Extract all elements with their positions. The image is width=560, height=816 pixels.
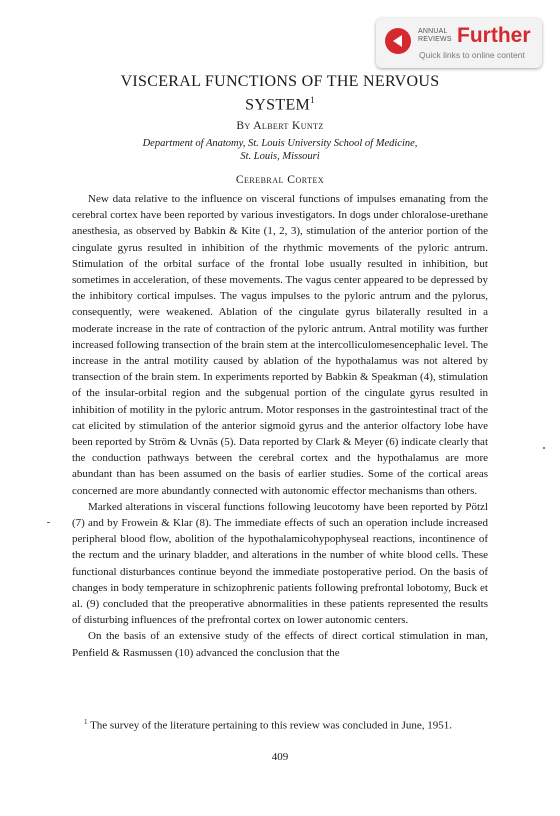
- affiliation: [60, 137, 500, 163]
- affiliation-line-1: Department of Anatomy, St. Louis University School of Medicine,: [142, 138, 418, 149]
- affiliation-line-2: St. Louis, Missouri: [240, 151, 320, 162]
- annual-reviews-label: ANNUAL REVIEWS: [418, 28, 452, 43]
- scan-speck: [47, 522, 50, 523]
- title-line-2: [60, 91, 500, 114]
- paragraph-3: On the basis of an extensive study of the effects of direct cortical stimulation in man, Penfield & Rasmussen (10) advanced the conclusion that the: [72, 630, 488, 659]
- scan-speck: [543, 447, 545, 449]
- title-footnote-mark[interactable]: 1: [310, 95, 315, 105]
- title-line-2-text: SYSTEM: [245, 96, 311, 114]
- article-title: [60, 72, 500, 114]
- paragraph-2: Marked alterations in visceral functions following leucotomy have been reported by Pötzl (7) and by Frowein & Klar (8). The immediate effects of such an operation include increased peripheral blood flow, abolition of the hypothalamicohypophyseal reactions, incontinence of the rectum and the urinary bladder, and alterations in the number of white blood cells. These functional disturbances continue beyond the immediate postoperative period. On the basis of changes in body temperature in schizophrenic patients following prefrontal lobotomy, Buck et al. (9) concluded that the preoperative abnormalities in these patients represented the results of disturbing influences of the prefrontal cortex on lower autonomic centers.: [72, 500, 488, 627]
- further-label: Further: [457, 24, 531, 47]
- page-number: 409: [271, 751, 289, 763]
- annual-reviews-logo-icon: [385, 28, 411, 54]
- paragraph-1: New data relative to the influence on visceral functions of impulses emanating from the cerebral cortex have been reported by various investigators. In dogs under chloralose-urethane anesthesia, as observed by Babkin & Kite (1, 2, 3), stimulation of the anterior portion of the cingulate gyrus resulted in inhibition of the rhythmic movements of the pyloric antrum. Stimulation of the orbital surface of the frontal lobe usually resulted in inhibition, but sometimes in acceleration, of these movements. The vagus center appeared to be depressed by the inhibitory cortical impulses. The vagus impulses to the pyloric antrum and the pylorus, consequently, were weakened. Ablation of the cingulate gyrus bilaterally resulted in a moderate increase in the rate of contraction of the pyloric antrum. Antral motility was further increased following transection of the brain stem at the intercolliculomesencephalic level. The increase in the antral motility caused by ablation of the hypothalamus was not altered by transection of the brain stem. In experiments reported by Babkin & Speakman (4), stimulation of the insular-orbital region and the subgenual portion of the cingulate gyrus resulted in inhibition of motility in the pyloric antrum. Motor responses in the gastrointestinal tract of the cat elicited by stimulation of the anterior sigmoid gyrus and the anterior olfactory lobe have been reported by Ström & Uvnäs (5). Data reported by Clark & Meyer (6) indicate clearly that the conduction pathways between the cerebral cortex and the hypothalamus are more abundant than has been assumed on the basis of earlier studies. Some of the cortical areas concerned are more abundantly connected with autonomic effector mechanisms than others.: [72, 193, 488, 497]
- footnote: [72, 715, 488, 734]
- quick-links-label: Quick links to online content: [419, 50, 525, 60]
- article-body: [72, 191, 488, 661]
- footnote-text: The survey of the literature pertaining to this review was concluded in June, 1951.: [90, 719, 453, 732]
- title-line-1: VISCERAL FUNCTIONS OF THE NERVOUS: [120, 73, 440, 90]
- annual-reviews-further-banner[interactable]: [376, 18, 542, 68]
- section-heading: Cerebral Cortex: [235, 174, 325, 186]
- author-byline: By Albert Kuntz: [236, 120, 324, 132]
- footnote-mark: 1: [84, 718, 88, 726]
